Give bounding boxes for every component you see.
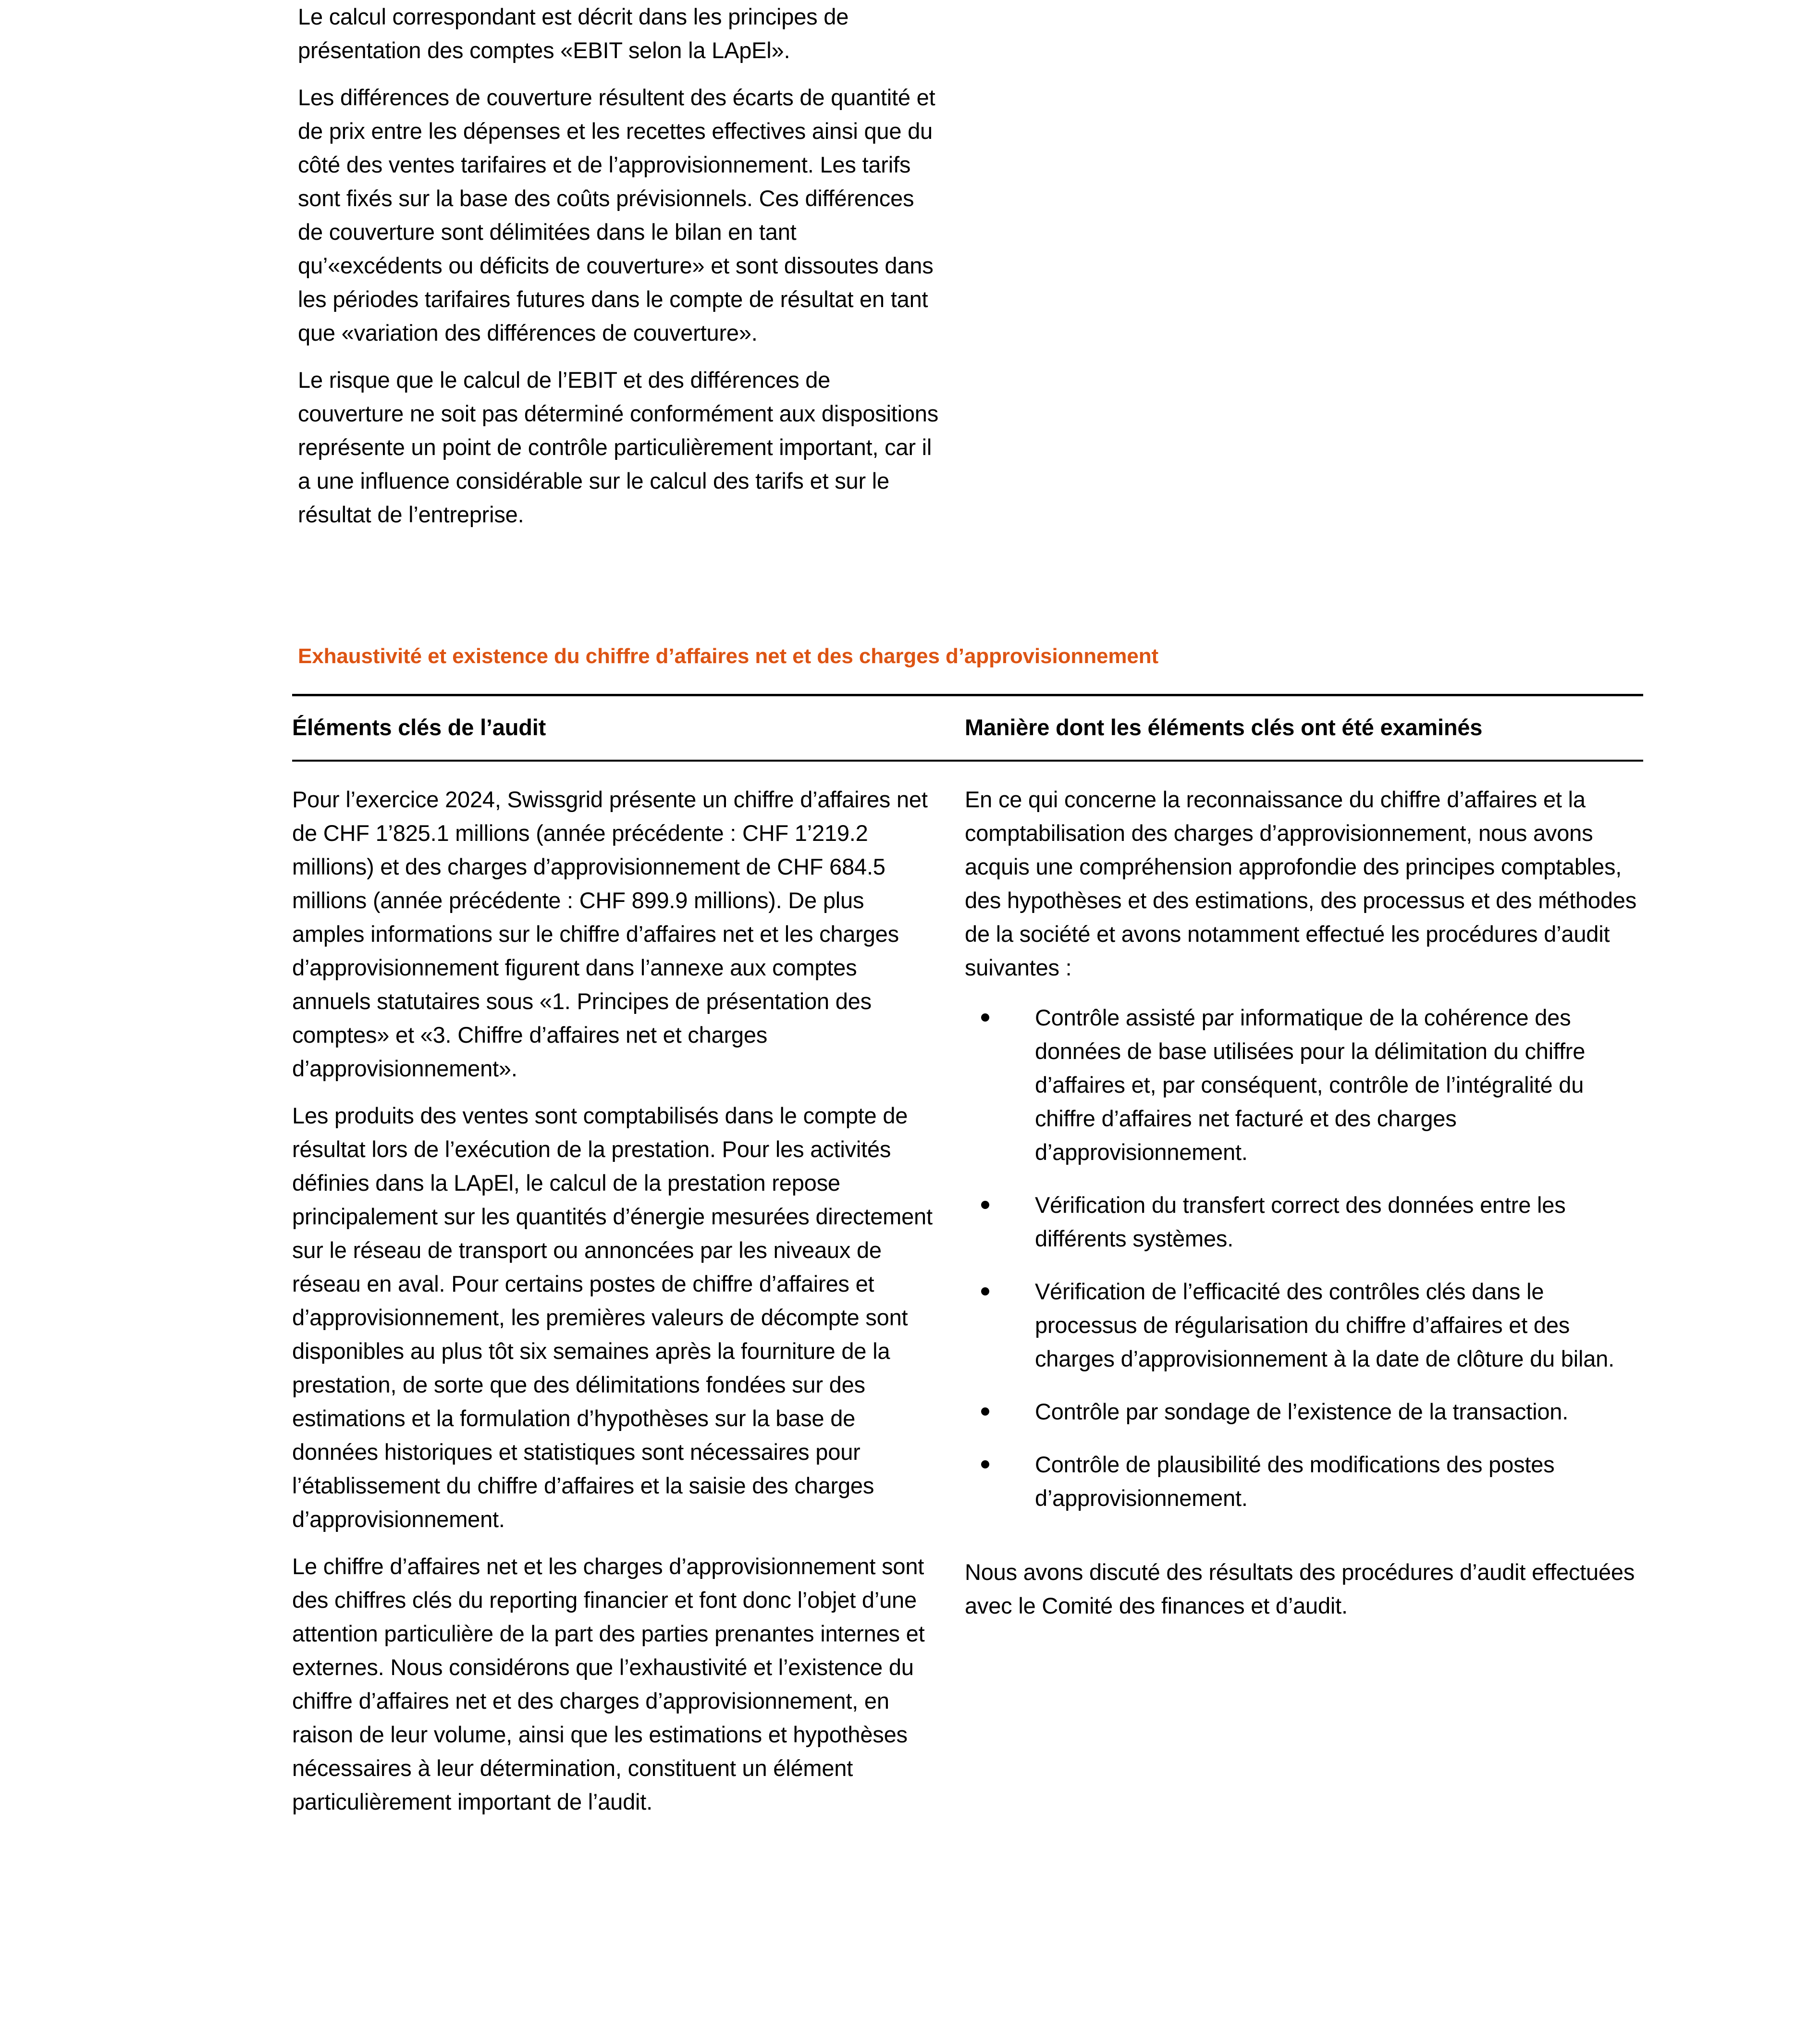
- left-paragraph-2: Les produits des ventes sont comptabilisés dans le compte de résultat lors de l’exécution de la prestation. Pour les activités définies dans la LApEl, le calcul de la prestation repose principalement sur les quantités d’énergie mesurées directement sur le réseau de transport ou annoncées par les niveaux de réseau en aval. Pour certains postes de chiffre d’affaires et d’approvisionnement, les premières valeurs de décompte sont disponibles au plus tôt six semaines après la fourniture de la prestation, de sorte que des délimitations fondées sur des estimations et la formulation d’hypothèses sur la base de données historiques et statistiques sont nécessaires pour l’établissement du chiffre d’affaires et la saisie des charges d’approvisionnement.: [292, 1103, 933, 1532]
- intro-paragraph-3: Le risque que le calcul de l’EBIT et des différences de couverture ne soit pas déterminé conformément aux dispositions représente un point de contrôle particulièrement important, car il a une influence considérable sur le calcul des tarifs et sur le résultat de l’entreprise.: [298, 367, 939, 527]
- bullet-point-icon: [981, 1013, 989, 1022]
- table-cell-audit-response: [965, 783, 1643, 1819]
- bullet-point-icon: [981, 1287, 989, 1295]
- section-heading: Exhaustivité et existence du chiffre d’affaires net et des charges d’approvisionnement: [298, 644, 1159, 668]
- right-closing-paragraph: Nous avons discuté des résultats des procédures d’audit effectuées avec le Comité des finances et d’audit.: [965, 1559, 1635, 1618]
- intro-paragraph-2: Les différences de couverture résultent des écarts de quantité et de prix entre les dépenses et les recettes effectives ainsi que du côté des ventes tarifaires et de l’approvisionnement. Les tarifs sont fixés sur la base des coûts prévisionnels. Ces différences de couverture sont délimitées dans le bilan en tant qu’«excédents ou déficits de couverture» et sont dissoutes dans les périodes tarifaires futures dans le compte de résultat en tant que «variation des différences de couverture».: [298, 85, 935, 345]
- intro-paragraph-1: Le calcul correspondant est décrit dans les principes de présentation des comptes «EBIT selon la LApEl».: [298, 4, 849, 63]
- list-item: [965, 1001, 1643, 1169]
- table-header-row: [292, 696, 1643, 760]
- table-header-right: Manière dont les éléments clés ont été examinés: [965, 715, 1483, 740]
- list-item-label: Vérification du transfert correct des données entre les différents systèmes.: [1035, 1192, 1566, 1251]
- table-cell-key-audit-matter: [292, 783, 965, 1819]
- bullet-point-icon: [981, 1460, 989, 1468]
- table-body-row: [292, 762, 1643, 1819]
- list-item-label: Contrôle de plausibilité des modifications des postes d’approvisionnement.: [1035, 1452, 1555, 1511]
- audit-procedures-list: [965, 1001, 1643, 1515]
- list-item-label: Vérification de l’efficacité des contrôles clés dans le processus de régularisation du chiffre d’affaires et des charges d’approvisionnement à la date de clôture du bilan.: [1035, 1279, 1614, 1371]
- bullet-point-icon: [981, 1201, 989, 1209]
- bullet-point-icon: [981, 1407, 989, 1416]
- list-item: [965, 1448, 1643, 1515]
- table-header-left: Éléments clés de l’audit: [292, 715, 546, 740]
- list-item-label: Contrôle assisté par informatique de la cohérence des données de base utilisées pour la délimitation du chiffre d’affaires et, par conséquent, contrôle de l’intégralité du chiffre d’affaires net facturé et des charges d’approvisionnement.: [1035, 1005, 1586, 1165]
- list-item: [965, 1188, 1643, 1256]
- list-item: [965, 1395, 1643, 1429]
- list-item: [965, 1275, 1643, 1376]
- left-paragraph-1: Pour l’exercice 2024, Swissgrid présente un chiffre d’affaires net de CHF 1’825.1 millions (année précédente : CHF 1’219.2 millions) et des charges d’approvisionnement de CHF 684.5 millions (année précédente : CHF 899.9 millions). De plus amples informations sur le chiffre d’affaires net et les charges d’approvisionnement figurent dans l’annexe aux comptes annuels statutaires sous «1. Principes de présentation des comptes» et «3. Chiffre d’affaires net et charges d’approvisionnement».: [292, 787, 928, 1081]
- left-paragraph-3: Le chiffre d’affaires net et les charges d’approvisionnement sont des chiffres clés du reporting financier et font donc l’objet d’une attention particulière de la part des parties prenantes internes et externes. Nous considérons que l’exhaustivité et l’existence du chiffre d’affaires net et des charges d’approvisionnement, en raison de leur volume, ainsi que les estimations et hypothèses nécessaires à leur détermination, constituent un élément particulièrement important de l’audit.: [292, 1553, 925, 1814]
- intro-section: [298, 0, 942, 531]
- list-item-label: Contrôle par sondage de l’existence de la transaction.: [1035, 1399, 1569, 1424]
- key-audit-matters-table: [292, 694, 1643, 1819]
- right-intro-paragraph: En ce qui concerne la reconnaissance du chiffre d’affaires et la comptabilisation des charges d’approvisionnement, nous avons acquis une compréhension approfondie des principes comptables, des hypothèses et des estimations, des processus et des méthodes de la société et avons notamment effectué les procédures d’audit suivantes :: [965, 787, 1637, 980]
